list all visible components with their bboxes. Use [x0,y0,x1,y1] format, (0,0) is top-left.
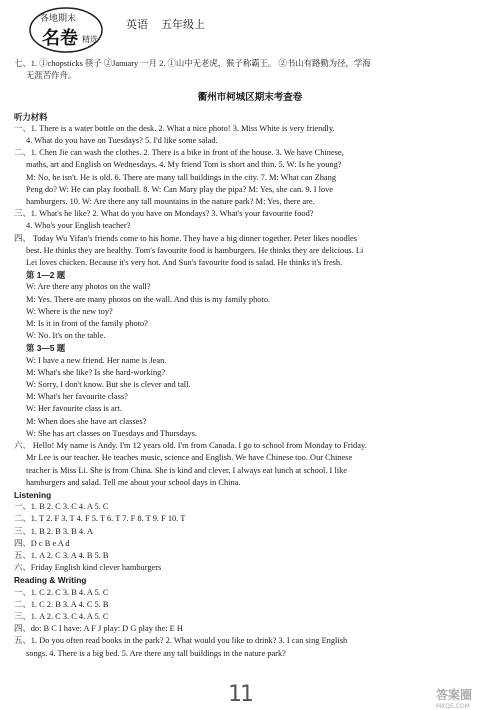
section-seven-line: 七、1. ①chopsticks 筷子 ②January 一月 2. ①山中无老虎，猴子称霸王。 ②书山有路勤为径，学海 [14,59,371,68]
page-header [8,2,492,58]
answer-line: W: Are there any photos on the wall? [26,282,151,292]
answer-line: songs. 4. There is a big bed. 5. Are there any tall buildings in the nature park? [26,648,286,658]
watermark-sub: MXQE.COM [436,703,470,710]
answer-line: M: Yes. There are many photos on the wall. And this is my family photo. [26,294,271,304]
answer-line: 二、1. T 2. F 3. T 4. F 5. T 6. T 7. F 8. T 9. F 10. T [14,514,186,524]
book-logo [28,4,114,56]
logo-side-text: 精选 [82,35,98,44]
grade-label: 五年级上 [161,19,206,31]
answer-line: W: I have a new friend. Her name is Jean. [26,355,167,365]
answer-line: M: When does she have art classes? [26,416,147,426]
answer-line: M: Is it in front of the family photo? [26,319,148,329]
answer-line: best. He thinks they are healthy. Tom's favourite food is hamburgers. He thinks they are delicious. Li [26,245,364,255]
answer-line: 三、1. A 2. C 3. C 4. A 5. C [14,611,109,621]
answer-line: 一、1. There is a water bottle on the desk. 2. What a nice photo! 3. Miss White is very friendly. [14,123,335,133]
listening-material-label: 听力材料 [14,111,48,122]
answer-line: hamburgers and salad. Tell me about your school days in China. [26,477,241,487]
answer-line: Reading & Writing [14,575,87,586]
answer-line: 六、 Hello! My name is Andy. I'm 12 years old. I'm from Canada. I go to school from Monday to Friday. [14,441,367,451]
answer-line: 二、1. C 2. B 3. A 4. C 5. B [14,599,109,609]
answer-body [14,58,486,660]
watermark-main: 答案圈 [436,688,473,702]
exam-title: 衢州市柯城区期末考查卷 [197,92,303,104]
answer-line: W: She has art classes on Tuesdays and Thursdays. [26,428,197,438]
answer-line: 第 1—2 题 [26,270,66,281]
answer-line: M: What's she like? Is she hard-working? [26,367,166,377]
logo-main-text: 名卷 [42,28,78,49]
answer-line: 二、1. Chen Jie can wash the clothes. 2. There is a bike in front of the house. 3. We have Chinese, [14,148,344,158]
answer-line: 一、1. B 2. C 3. C 4. A 5. C [14,502,109,512]
page-number: 11 [228,682,252,707]
answer-line: 四、do: B C I have: A F J play: D G play the: E H [14,624,183,634]
answer-line: 六、Friday English kind clever hamburgers [14,563,162,573]
answer-line: 第 3—5 题 [26,343,66,354]
answer-line: Lei loves chicken. Because it's very hot. And Sun's favourite food is salad. He thinks it's fresh. [26,258,343,268]
answer-line: maths, art and English on Wednesdays. 4. My friend Tom is short and thin. 5. W: Is he young? [26,160,342,170]
answer-line: 四、D c B e A d [14,538,70,548]
answer-line: teacher is Miss Li. She is from China. She is kind and clever. I always eat lunch at school. I like [26,465,347,475]
answer-line: 三、1. What's he like? 2. What do you have on Mondays? 3. What's your favourite food? [14,209,314,219]
answer-line: 4. Who's your English teacher? [26,221,131,231]
answer-line: 四、 Today Wu Yifan's friends come to his home. They have a big dinner together. Peter likes noodles [14,233,358,243]
header-title [126,16,215,32]
answer-line: M: What's her favourite class? [26,392,128,402]
section-seven-cont: 无涯苦作舟。 [26,71,77,81]
watermark [436,686,496,708]
answer-line: 一、1. C 2. C 3. B 4. A 5. C [14,587,109,597]
answer-line: 五、1. Do you often read books in the park? 2. What would you like to drink? 3. I can sing English [14,636,348,646]
answer-line: 三、1. B 2. B 3. B 4. A [14,526,93,536]
answer-line: W: Where is the new toy? [26,306,113,316]
answer-line: W: Sorry, I don't know. But she is clever and tall. [26,380,191,390]
book-logo-graphic [28,4,114,56]
answer-line: M: No, he isn't. He is old. 6. There are many tall buildings in the city. 7. M: What can Zhang [26,172,337,182]
answer-line: W: Her favourite class is art. [26,404,122,414]
logo-top-text: 各地期末 [40,14,77,24]
answer-line: 4. What do you have on Tuesdays? 5. I'd like some salad. [26,136,218,146]
subject-label: 英语 [126,19,148,31]
answer-line: Mr Lee is our teacher. He teaches music, science and English. We have Chinese too. Our Chinese [26,453,353,463]
answer-line: Listening [14,489,52,500]
answer-line: Peng do? W: He can play football. 8. W: Can Mary play the pipa? M: Yes, she can. 9. I love [26,184,334,194]
answer-line: W: No. It's on the table. [26,331,106,341]
answer-lines [14,123,486,660]
answer-line: hamburgers. 10. W: Are there any tall mountains in the nature park? M: Yes, there are. [26,197,315,207]
answer-line: 五、1. A 2. C 3. A 4. B 5. B [14,550,109,560]
